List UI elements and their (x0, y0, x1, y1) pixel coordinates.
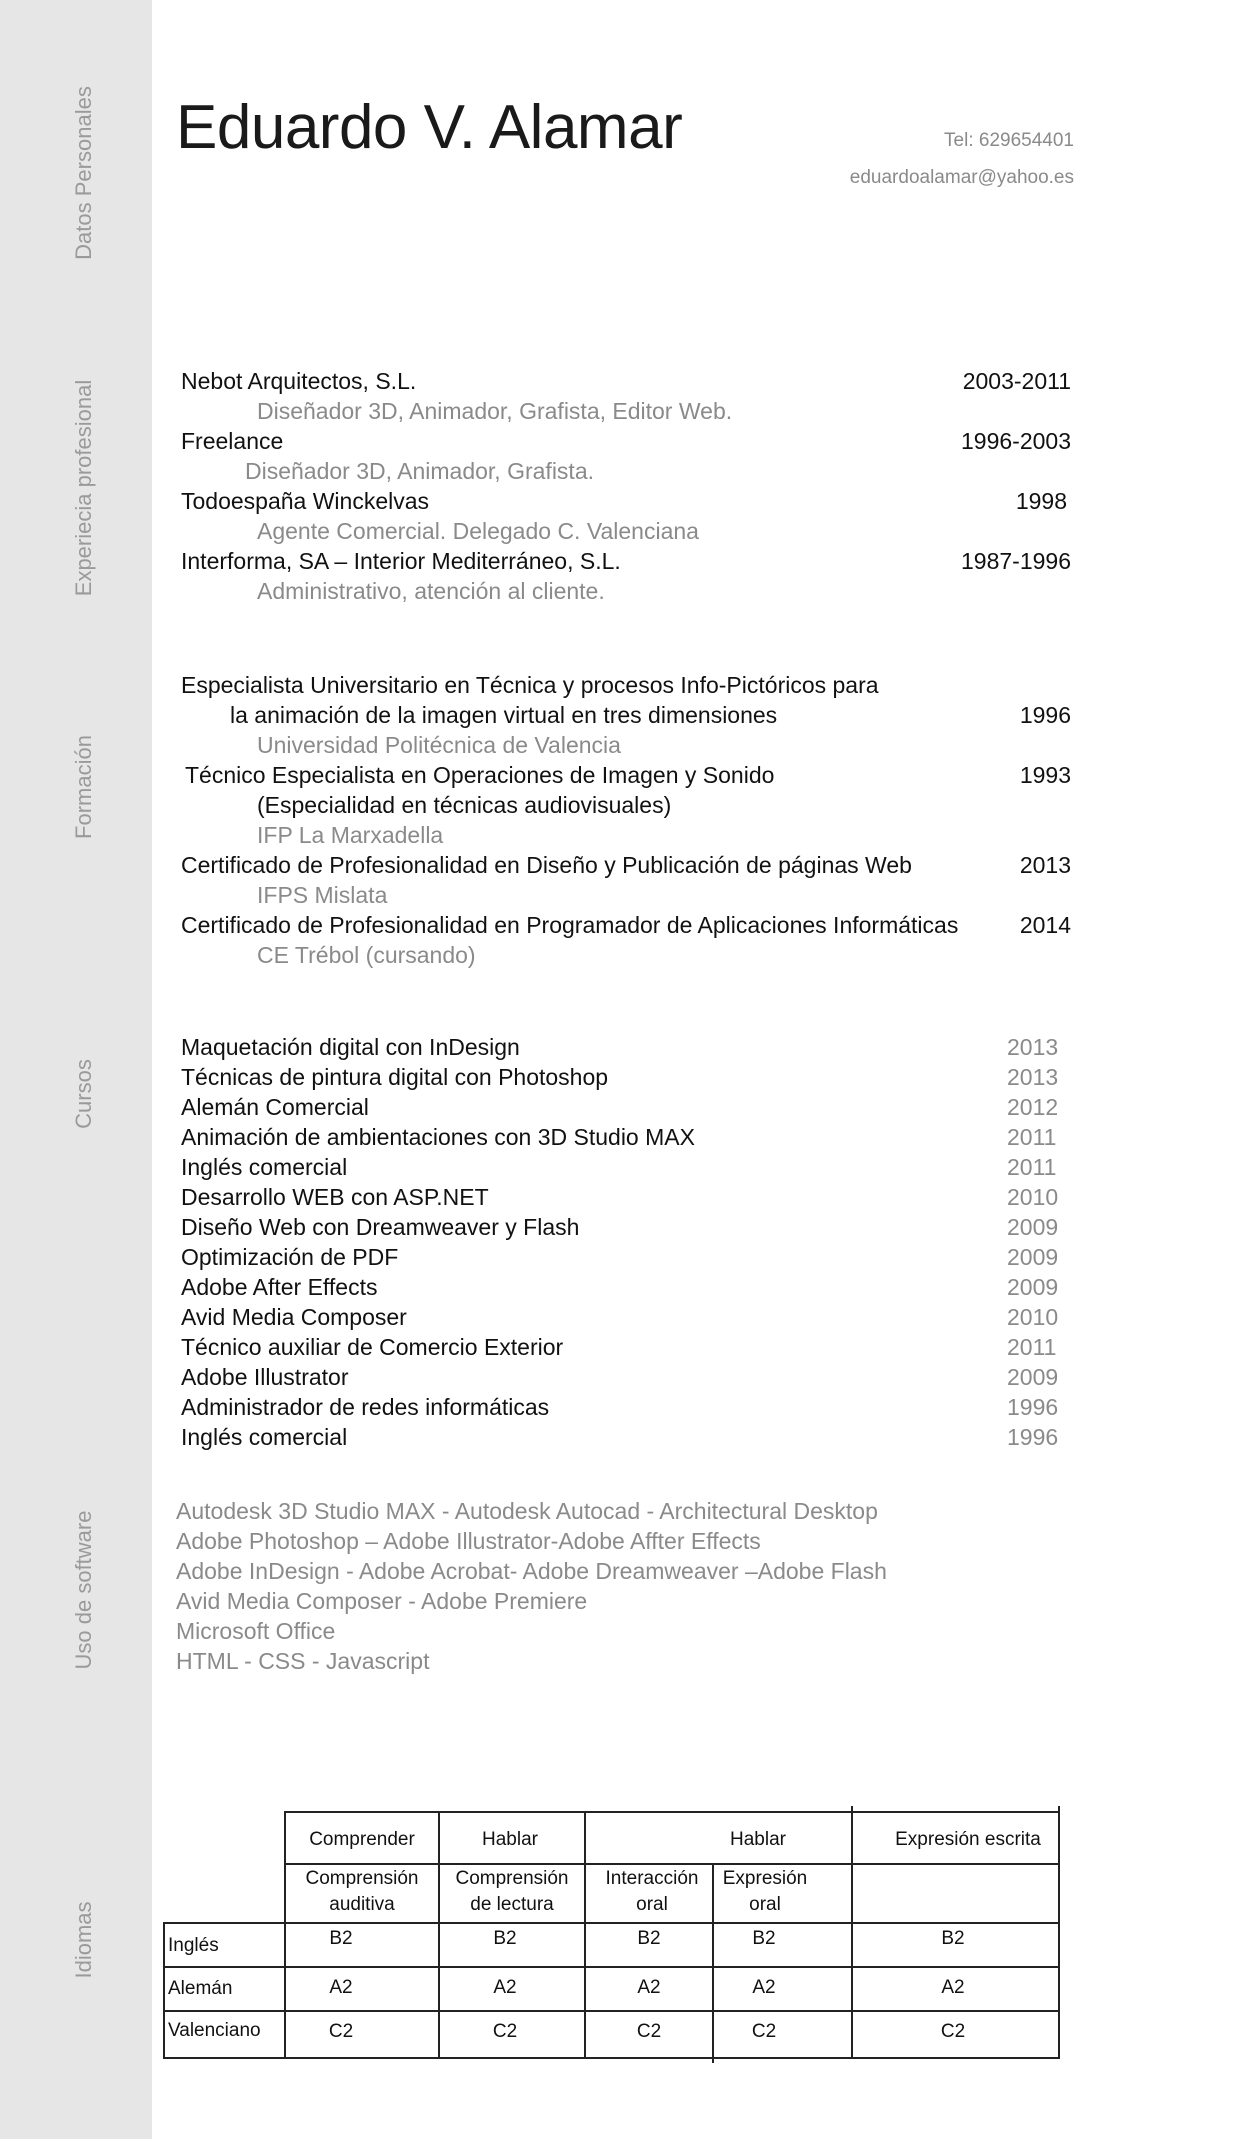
course-title: Animación de ambientaciones con 3D Studio MAX (181, 1124, 695, 1150)
table-rule (163, 1922, 1060, 1924)
education-title-cont: la animación de la imagen virtual en tres dimensiones (230, 702, 778, 728)
experience-company: Freelance (181, 428, 284, 454)
language-name: Valenciano (168, 2020, 261, 2041)
course-year: 2013 (1007, 1064, 1059, 1090)
section-label-experiencia: Experiecia profesional (71, 379, 96, 597)
course-year: 2011 (1007, 1334, 1057, 1360)
level-cell: C2 (940, 2021, 966, 2042)
level-cell: C2 (636, 2021, 662, 2042)
experience-years: 1998 (1015, 488, 1067, 514)
course-title: Administrador de redes informáticas (181, 1394, 550, 1420)
section-label-idiomas: Idiomas (71, 1901, 96, 1979)
table-rule (163, 2057, 1060, 2059)
experience-role: Agente Comercial. Delegado C. Valenciana (257, 518, 699, 544)
phone: Tel: 629654401 (944, 130, 1074, 151)
table-rule (163, 2010, 1060, 2012)
level-cell: A2 (941, 1977, 965, 1998)
sub-header: de lectura (470, 1894, 554, 1915)
level-cell: A2 (329, 1977, 353, 1998)
course-year: 2011 (1007, 1124, 1057, 1150)
table-rule (712, 1863, 714, 2063)
experience-role: Administrativo, atención al cliente. (257, 578, 605, 604)
table-rule (584, 1811, 586, 2057)
education-school: CE Trébol (cursando) (257, 942, 476, 968)
software-line: Autodesk 3D Studio MAX - Autodesk Autocad - Architectural Desktop (176, 1498, 878, 1524)
software-line: Avid Media Composer - Adobe Premiere (176, 1588, 588, 1614)
level-cell: B2 (329, 1928, 353, 1949)
course-title: Avid Media Composer (181, 1304, 407, 1330)
sidebar (0, 0, 152, 2139)
course-title: Alemán Comercial (181, 1094, 369, 1120)
course-year: 2009 (1007, 1364, 1059, 1390)
education-title-cont: (Especialidad en técnicas audiovisuales) (257, 792, 672, 818)
education-title: Especialista Universitario en Técnica y procesos Info-Pictóricos para (181, 672, 879, 698)
course-year: 2013 (1007, 1034, 1059, 1060)
software-line: Adobe InDesign - Adobe Acrobat- Adobe Dreamweaver –Adobe Flash (176, 1558, 887, 1584)
language-name: Inglés (168, 1935, 219, 1956)
education-school: IFPS Mislata (257, 882, 388, 908)
level-cell: B2 (941, 1928, 965, 1949)
education-year: 2014 (1019, 912, 1071, 938)
course-title: Desarrollo WEB con ASP.NET (181, 1184, 489, 1210)
sub-header: Expresión (722, 1868, 808, 1889)
level-cell: A2 (637, 1977, 661, 1998)
level-cell: C2 (328, 2021, 354, 2042)
course-year: 1996 (1007, 1424, 1059, 1450)
education-title: Certificado de Profesionalidad en Diseño y Publicación de páginas Web (181, 852, 912, 878)
table-rule (163, 1922, 165, 2057)
course-year: 2009 (1007, 1274, 1059, 1300)
education-title: Técnico Especialista en Operaciones de Imagen y Sonido (185, 762, 775, 788)
sub-header: oral (749, 1894, 781, 1915)
software-line: HTML - CSS - Javascript (176, 1648, 430, 1674)
level-cell: C2 (492, 2021, 518, 2042)
sub-header: Comprensión (455, 1868, 569, 1889)
person-name: Eduardo V. Alamar (176, 93, 683, 162)
level-cell: B2 (493, 1928, 517, 1949)
experience-company: Nebot Arquitectos, S.L. (181, 368, 417, 394)
sub-header: Interacción (605, 1868, 699, 1889)
course-year: 2010 (1007, 1304, 1059, 1330)
course-title: Inglés comercial (181, 1154, 348, 1180)
sub-header: oral (636, 1894, 668, 1915)
group-header: Hablar (730, 1829, 786, 1850)
level-cell: A2 (752, 1977, 776, 1998)
experience-years: 1996-2003 (961, 428, 1071, 454)
group-header: Comprender (309, 1829, 415, 1850)
level-cell: A2 (493, 1977, 517, 1998)
table-rule (284, 1811, 1060, 1813)
level-cell: B2 (752, 1928, 776, 1949)
experience-years: 2003-2011 (962, 368, 1071, 394)
software-line: Adobe Photoshop – Adobe Illustrator-Adobe Affter Effects (176, 1528, 761, 1554)
course-year: 2009 (1007, 1244, 1059, 1270)
course-year: 2012 (1007, 1094, 1059, 1120)
table-rule (851, 1806, 853, 2057)
experience-company: Todoespaña Winckelvas (181, 488, 430, 514)
education-year: 1993 (1019, 762, 1071, 788)
table-rule (163, 1966, 1060, 1968)
course-title: Maquetación digital con InDesign (181, 1034, 520, 1060)
education-year: 1996 (1019, 702, 1071, 728)
course-title: Técnico auxiliar de Comercio Exterior (181, 1334, 564, 1360)
course-title: Adobe Illustrator (181, 1364, 349, 1390)
education-title: Certificado de Profesionalidad en Programador de Aplicaciones Informáticas (181, 912, 959, 938)
level-cell: C2 (751, 2021, 777, 2042)
group-header: Hablar (482, 1829, 538, 1850)
table-rule (284, 1811, 286, 2057)
course-year: 2009 (1007, 1214, 1059, 1240)
course-title: Adobe After Effects (181, 1274, 378, 1300)
section-label-cursos: Cursos (71, 1059, 96, 1129)
course-title: Diseño Web con Dreamweaver y Flash (181, 1214, 580, 1240)
experience-company: Interforma, SA – Interior Mediterráneo, S.L. (181, 548, 621, 574)
course-title: Inglés comercial (181, 1424, 348, 1450)
table-rule (1058, 1806, 1060, 2057)
course-year: 1996 (1007, 1394, 1059, 1420)
education-year: 2013 (1019, 852, 1071, 878)
section-label-datos-personales: Datos Personales (71, 86, 96, 260)
group-header: Expresión escrita (895, 1829, 1041, 1850)
course-year: 2011 (1007, 1154, 1057, 1180)
sub-header: auditiva (329, 1894, 395, 1915)
section-label-formacion: Formación (71, 735, 96, 839)
experience-role: Diseñador 3D, Animador, Grafista. (245, 458, 594, 484)
email: eduardoalamar@yahoo.es (849, 167, 1074, 188)
experience-role: Diseñador 3D, Animador, Grafista, Editor Web. (257, 398, 733, 424)
course-year: 2010 (1007, 1184, 1059, 1210)
software-line: Microsoft Office (176, 1618, 336, 1644)
table-rule (438, 1811, 440, 2057)
level-cell: B2 (637, 1928, 661, 1949)
course-title: Optimización de PDF (181, 1244, 399, 1270)
table-rule (284, 1863, 1060, 1865)
education-school: IFP La Marxadella (257, 822, 444, 848)
experience-years: 1987-1996 (961, 548, 1071, 574)
section-label-software: Uso de software (71, 1510, 96, 1670)
education-school: Universidad Politécnica de Valencia (257, 732, 621, 758)
sub-header: Comprensión (305, 1868, 419, 1889)
course-title: Técnicas de pintura digital con Photoshop (181, 1064, 609, 1090)
language-name: Alemán (168, 1978, 233, 1999)
